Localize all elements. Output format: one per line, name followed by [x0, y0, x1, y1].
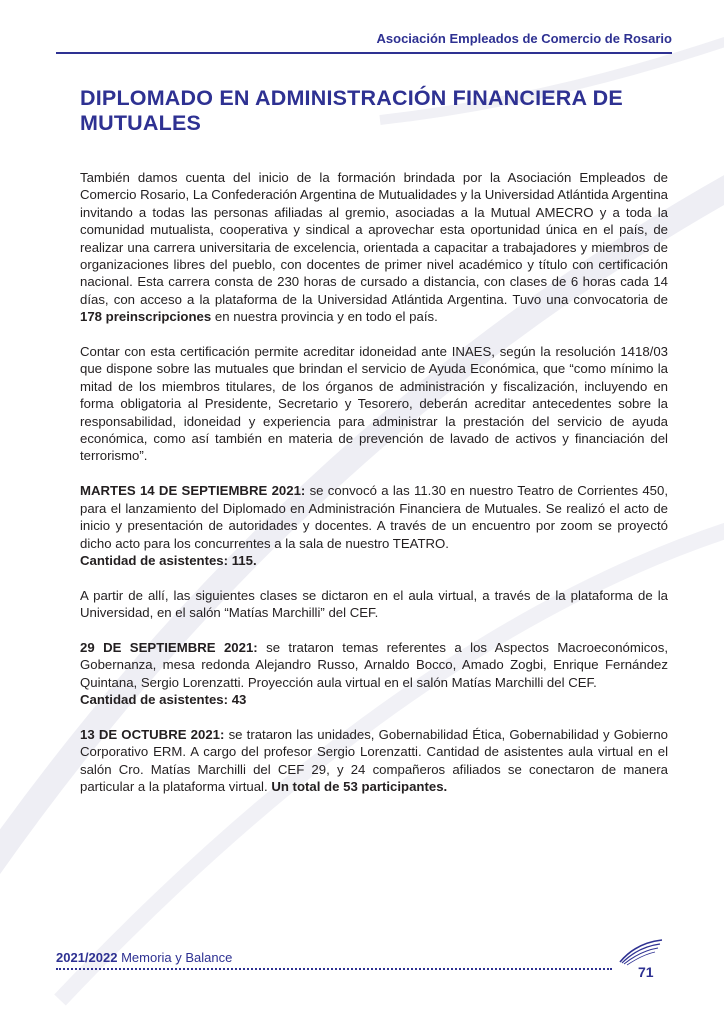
event-oct13-paragraph — [80, 726, 668, 796]
footer-dotted-rule — [56, 968, 612, 970]
wing-logo-icon — [618, 938, 664, 966]
event-sept14-attendance: Cantidad de asistentes: 115. — [80, 552, 257, 568]
event-sept29-date: 29 DE SEPTIEMBRE 2021: — [80, 639, 258, 655]
page-number: 71 — [638, 964, 654, 980]
intro-text: También damos cuenta del inicio de la formación brindada por la Asociación Empleados de Comercio Rosario, La Confederación Argentina de Mutualidades y la Universidad Atlántida Argentina invitando a todas las personas afiliadas al gremio, asociadas a la Mutual AMECRO y a toda la comunidad mutualista, cooperativa y sindical a aprovechar esta oportunidad única en el país, de realizar una carrera universitaria de excelencia, orientada a capacitar a trabajadores y miembros de organizaciones libres del pueblo, con docentes de primer nivel académico y título con certificación nacional. Esta carrera consta de 230 horas de cursado a distancia, con clases de 6 horas cada 14 días, con acceso a la plataforma de la Universidad Atlántida Argentina. Tuvo una convocatoria de — [80, 170, 668, 307]
footer-year: 2021/2022 — [56, 950, 118, 965]
event-oct13-date: 13 DE OCTUBRE 2021: — [80, 726, 225, 742]
page-title: DIPLOMADO EN ADMINISTRACIÓN FINANCIERA DE MUTUALES — [80, 86, 623, 135]
intro-tail: en nuestra provincia y en todo el país. — [211, 309, 438, 325]
certification-paragraph: Contar con esta certificación permite acreditar idoneidad ante INAES, según la resolución 1418/03 que dispone sobre las mutuales que brindan el servicio de Ayuda Económica, que “como mínimo la mitad de los miembros titulares, de los órganos de administración y fiscalización, incluyendo en forma obligatoria al Presidente, Secretario y Tesorero, deberán acreditar antecedentes sobre la responsabilidad, idoneidad y experiencia para administrar la prestación del servicio de ayuda económica, como así también en materia de prevención de lavado de activos y financiación del terrorismo”. — [80, 344, 668, 464]
event-sept14-text: se convocó a las 11.30 en nuestro Teatro de Corrientes 450, para el lanzamiento del Diplomado en Administración Financiera de Mutuales. Se realizó el acto de inicio y presentación de autoridades y docentes. A través de un encuentro por zoom se proyectó dicho acto para los concurrentes a la sala de nuestro TEATRO. — [80, 483, 668, 551]
preinscriptions-highlight: 178 preinscripciones — [80, 309, 212, 325]
event-sept29-attendance: Cantidad de asistentes: 43 — [80, 692, 247, 708]
event-oct13-text: se trataron las unidades, Gobernabilidad Ética, Gobernabilidad y Gobierno Corporativo ERM. A cargo del profesor Sergio Lorenzatti. Cantidad de asistentes aula virtual en el salón Cro. Matías Marchilli del CEF 29, y 24 compañeros afiliados se conectaron de manera particular a la plataforma virtual. — [80, 726, 668, 795]
footer-text: Memoria y Balance — [121, 950, 233, 965]
footer-label — [56, 950, 232, 965]
event-oct13-total: Un total de 53 participantes. — [271, 779, 448, 795]
article-body — [80, 169, 668, 813]
event-sept29-text: se trataron temas referentes a los Aspectos Macroeconómicos, Gobernanza, mesa redonda Alejandro Russo, Arnaldo Bocco, Amado Zogbi, Enrique Fernández Quintana, Sergio Lorenzatti. Proyección aula virtual en el salón Matías Marchilli del CEF. — [80, 639, 668, 690]
header-organization-name: Asociación Empleados de Comercio de Rosario — [376, 31, 672, 46]
virtual-classes-paragraph: A partir de allí, las siguientes clases se dictaron en el aula virtual, a través de la plataforma de la Universidad, en el salón “Matías Marchilli” del CEF. — [80, 587, 668, 621]
event-sept29-paragraph — [80, 639, 668, 709]
event-sept14-date: MARTES 14 DE SEPTIEMBRE 2021: — [80, 483, 306, 499]
event-sept14-paragraph — [80, 482, 668, 569]
intro-paragraph — [80, 169, 668, 326]
header-divider — [56, 52, 672, 54]
